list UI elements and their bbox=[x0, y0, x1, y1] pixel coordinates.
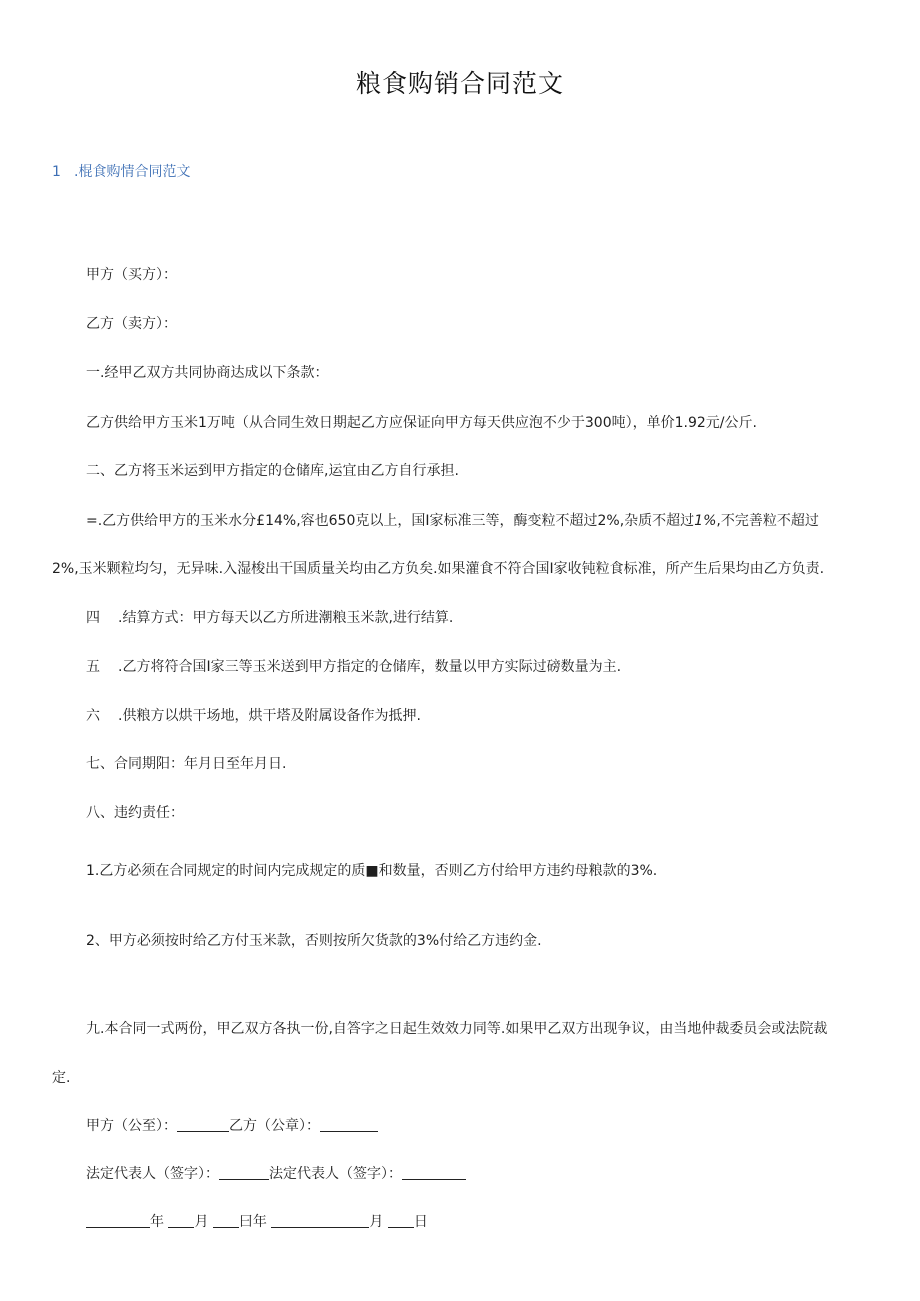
day-year-label: 曰年 bbox=[238, 1214, 267, 1230]
rep-b-label: 法定代表人（签字）： bbox=[269, 1166, 402, 1182]
clause-6-number: 六 bbox=[86, 708, 100, 724]
buyer-line: 甲方（买方）： bbox=[86, 267, 177, 283]
day-label-b: 日 bbox=[413, 1214, 428, 1230]
month-label-b: 月 bbox=[369, 1214, 384, 1230]
clause-5-number: 五 bbox=[86, 659, 100, 675]
clause-5 bbox=[86, 656, 621, 676]
seller-line: 乙方（卖方）： bbox=[86, 316, 177, 332]
liability-1: 1.乙方必须在合同规定的时间内完成规定的质■和数量，否则乙方付给甲方违约母粮款的3%. bbox=[86, 863, 658, 879]
clause-6 bbox=[86, 705, 421, 725]
clause-4 bbox=[86, 607, 453, 627]
rep-a-signature-blank[interactable] bbox=[219, 1165, 269, 1180]
clause-1: 一.经甲乙双方共同协商达成以下条款： bbox=[86, 365, 329, 381]
clause-4-text: .结算方式：甲方每天以乙方所进潮粮玉米款,进行结算. bbox=[118, 610, 454, 626]
year-blank-a[interactable] bbox=[86, 1213, 150, 1228]
clause-3-part-a: =.乙方供给甲方的玉米水分£14%,容也650克以上，国I家标准三等，酶变粒不超过2%,杂质不超过 bbox=[86, 513, 695, 529]
clause-6-text: .供粮方以烘干场地，烘干塔及附属设备作为抵押. bbox=[118, 708, 421, 724]
clause-4-number: 四 bbox=[86, 610, 100, 626]
day-blank-a[interactable] bbox=[213, 1213, 239, 1228]
section-heading-number: 1 bbox=[52, 164, 61, 180]
date-line bbox=[86, 1211, 428, 1231]
clause-2: 二、乙方将玉米运到甲方指定的仓储库,运宜由乙方自行承担. bbox=[86, 463, 459, 479]
liability-2: 2、甲方必须按时给乙方付玉米款，否则按所欠货款的3%付给乙方违约金. bbox=[86, 933, 542, 949]
supply-terms: 乙方供给甲方玉米1万吨（从合同生效日期起乙方应保证向甲方每天供应泡不少于300吨），单价1.92元/公斤. bbox=[86, 415, 757, 431]
seal-line bbox=[86, 1115, 378, 1135]
clause-5-text: .乙方将符合国I家三等玉米送到甲方指定的仓储库，数量以甲方实际过磅数量为主. bbox=[118, 659, 622, 675]
rep-b-signature-blank[interactable] bbox=[402, 1165, 466, 1180]
year-label-a: 年 bbox=[150, 1214, 164, 1230]
month-blank-a[interactable] bbox=[168, 1213, 194, 1228]
rep-a-label: 法定代表人（签字）： bbox=[86, 1166, 219, 1182]
clause-7: 七、合同期阳：年月日至年月日. bbox=[86, 756, 287, 772]
clause-9-continued: 定. bbox=[52, 1070, 71, 1086]
section-heading bbox=[52, 161, 190, 181]
month-label-a: 月 bbox=[194, 1214, 209, 1230]
clause-9: 九.本合同一式两份，甲乙双方各执一份,自答字之日起生效效力同等.如果甲乙双方出现争议，由当地仲裁委员会或法院裁 bbox=[86, 1021, 828, 1037]
clause-3-continued: 2%,玉米颗粒均匀，无异味.入湿梭出干国质量关均由乙方负矣.如果灌食不符合国I家收钝粒食标准，所产生后果均由乙方负责. bbox=[52, 561, 825, 577]
clause-8: 八、违约责任： bbox=[86, 805, 184, 821]
clause-3-part-b: 1% bbox=[694, 513, 717, 529]
year-blank-b[interactable] bbox=[271, 1213, 369, 1228]
clause-3 bbox=[86, 510, 819, 530]
day-blank-b[interactable] bbox=[388, 1213, 414, 1228]
party-a-seal-label: 甲方（公至）： bbox=[86, 1118, 177, 1134]
representative-line bbox=[86, 1163, 466, 1183]
section-heading-text: .棍食购情合同范文 bbox=[74, 164, 191, 180]
party-a-seal-blank[interactable] bbox=[177, 1117, 229, 1132]
party-b-seal-blank[interactable] bbox=[320, 1117, 378, 1132]
clause-3-part-c: ,不完善粒不超过 bbox=[716, 513, 819, 529]
party-b-seal-label: 乙方（公章）： bbox=[229, 1118, 320, 1134]
document-title: 粮食购销合同范文 bbox=[355, 69, 564, 98]
